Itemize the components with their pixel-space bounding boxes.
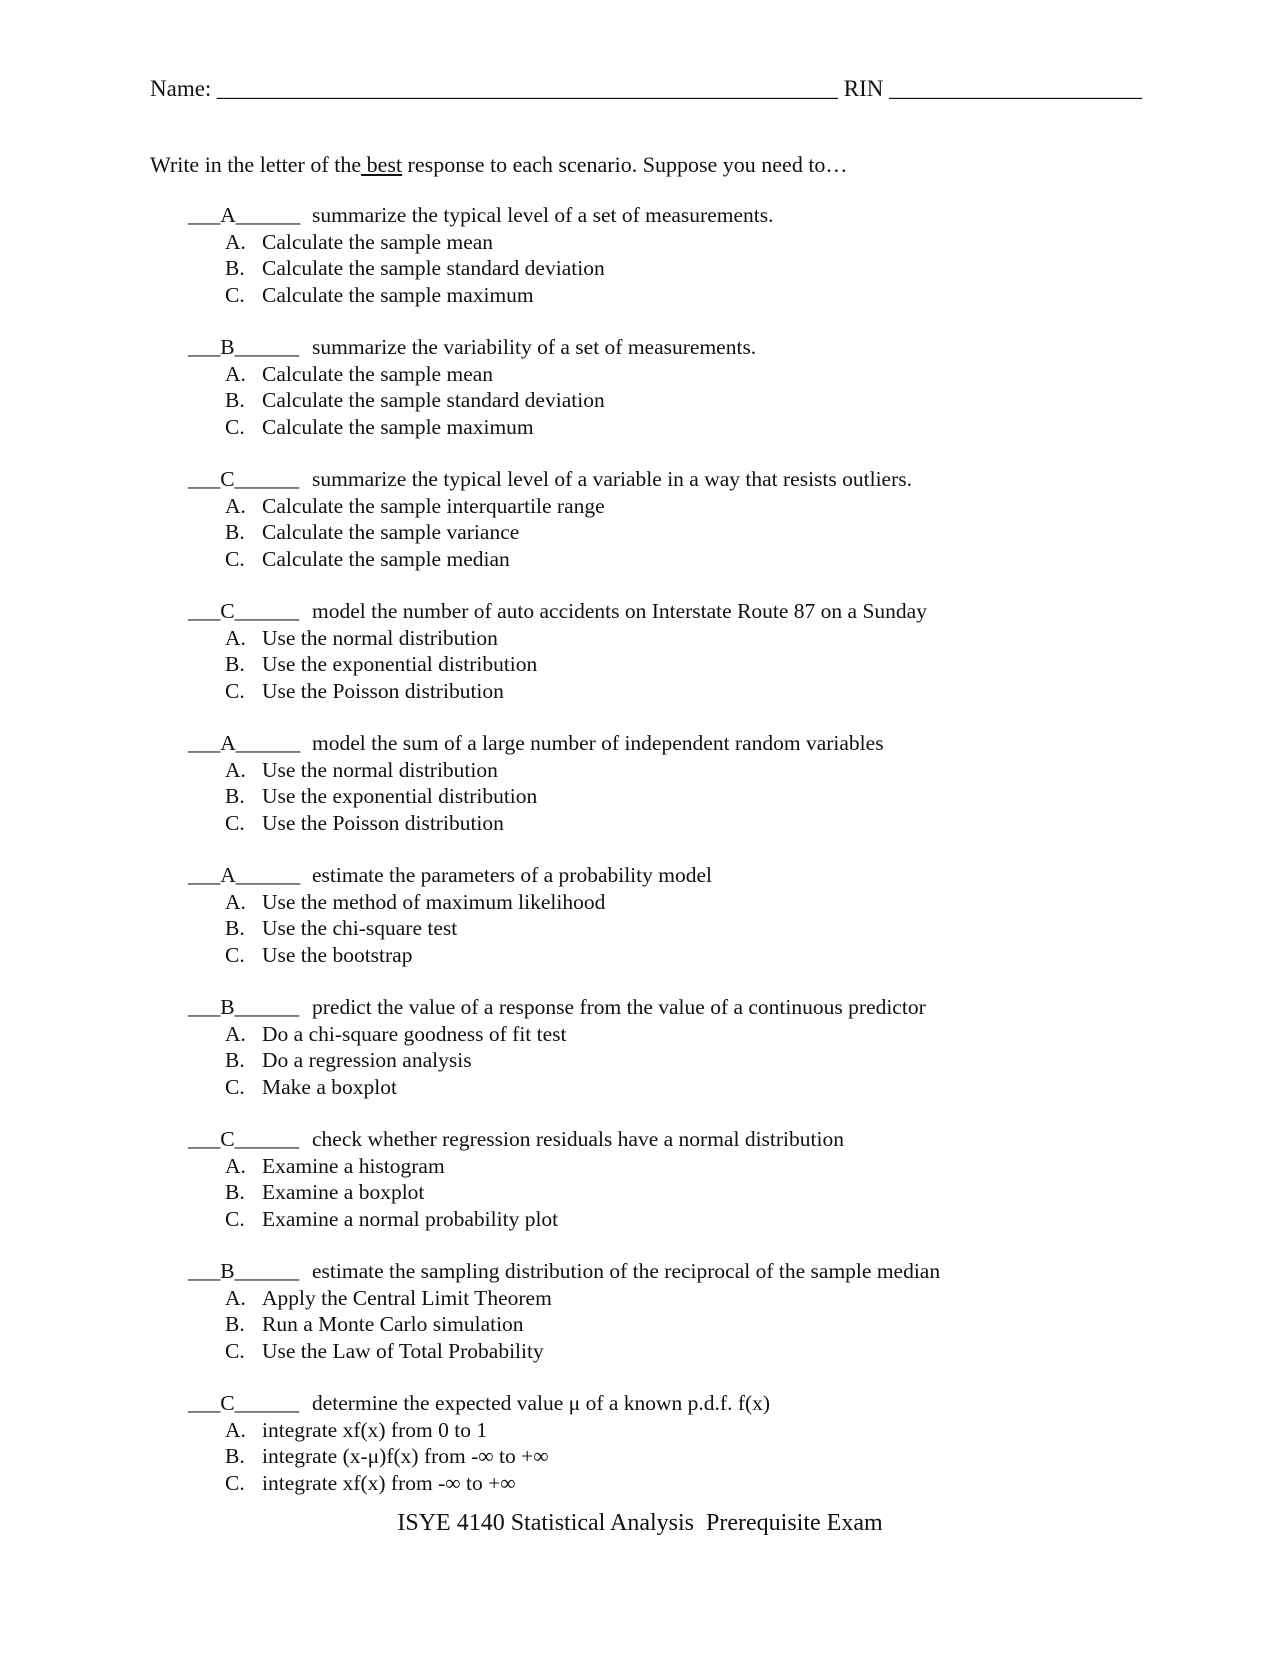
option-letter: B. — [225, 1180, 245, 1204]
option-letter: C. — [225, 546, 245, 571]
option-letter: B. — [225, 1444, 245, 1468]
question-stem — [188, 1126, 1228, 1153]
answer-option — [188, 783, 1228, 810]
option-text: Use the normal distribution — [262, 625, 498, 650]
question-stem — [188, 1390, 1228, 1417]
question-prompt: model the number of auto accidents on Interstate Route 87 on a Sunday — [312, 599, 927, 623]
instructions-emphasis: best — [361, 152, 403, 177]
answer-option — [188, 414, 1228, 441]
instructions-after: response to each scenario. Suppose you need to… — [402, 152, 848, 177]
question-block — [188, 202, 1228, 308]
option-text: Calculate the sample mean — [262, 229, 494, 254]
question-prompt: estimate the parameters of a probability model — [312, 863, 712, 887]
answer-blank: ___A______ — [188, 731, 301, 755]
option-letter: A. — [225, 1153, 246, 1178]
question-stem — [188, 862, 1228, 889]
answer-option — [188, 1417, 1228, 1444]
answer-option — [188, 1047, 1228, 1074]
question-list — [188, 202, 1228, 1522]
option-text: Do a regression analysis — [262, 1048, 472, 1072]
option-text: Examine a histogram — [262, 1153, 445, 1178]
option-letter: B. — [225, 652, 245, 676]
option-letter: C. — [225, 1338, 245, 1363]
option-text: Use the Poisson distribution — [262, 678, 504, 703]
option-letter: B. — [225, 388, 245, 412]
question-prompt: predict the value of a response from the value of a continuous predictor — [312, 995, 926, 1019]
question-prompt: summarize the typical level of a variable in a way that resists outliers. — [312, 467, 913, 491]
question-stem — [188, 598, 1228, 625]
question-prompt: check whether regression residuals have a normal distribution — [312, 1127, 844, 1151]
instructions-before: Write in the letter of the — [150, 152, 362, 177]
option-text: Calculate the sample maximum — [262, 282, 534, 307]
answer-option — [188, 651, 1228, 678]
option-letter: B. — [225, 256, 245, 280]
option-text: Run a Monte Carlo simulation — [262, 1312, 524, 1336]
option-text: Use the chi-square test — [262, 916, 458, 940]
option-letter: A. — [225, 229, 246, 254]
answer-option — [188, 493, 1228, 520]
option-letter: C. — [225, 414, 245, 439]
answer-option — [188, 1470, 1228, 1497]
option-letter: C. — [225, 1470, 245, 1495]
option-text: integrate (x-μ)f(x) from -∞ to +∞ — [262, 1444, 549, 1468]
answer-option — [188, 915, 1228, 942]
option-text: integrate xf(x) from -∞ to +∞ — [262, 1470, 516, 1495]
answer-option — [188, 889, 1228, 916]
answer-option — [188, 519, 1228, 546]
answer-option — [188, 1074, 1228, 1101]
option-letter: C. — [225, 1206, 245, 1231]
question-block — [188, 1126, 1228, 1232]
option-text: Calculate the sample maximum — [262, 414, 534, 439]
answer-option — [188, 810, 1228, 837]
option-text: Examine a boxplot — [262, 1180, 425, 1204]
answer-option — [188, 942, 1228, 969]
answer-option — [188, 387, 1228, 414]
answer-blank: ___A______ — [188, 203, 301, 227]
option-text: Use the method of maximum likelihood — [262, 889, 606, 914]
option-text: Do a chi-square goodness of fit test — [262, 1021, 567, 1046]
answer-option — [188, 255, 1228, 282]
question-block — [188, 862, 1228, 968]
option-letter: C. — [225, 678, 245, 703]
answer-option — [188, 1179, 1228, 1206]
question-stem — [188, 730, 1228, 757]
answer-option — [188, 678, 1228, 705]
answer-blank: ___C______ — [188, 1127, 300, 1151]
question-stem — [188, 334, 1228, 361]
option-letter: A. — [225, 757, 246, 782]
option-text: Use the exponential distribution — [262, 784, 538, 808]
option-text: Calculate the sample median — [262, 546, 510, 571]
answer-blank: ___A______ — [188, 863, 301, 887]
option-text: Use the Poisson distribution — [262, 810, 504, 835]
option-text: Use the exponential distribution — [262, 652, 538, 676]
question-stem — [188, 202, 1228, 229]
answer-blank: ___B______ — [188, 335, 300, 359]
option-letter: C. — [225, 282, 245, 307]
instructions — [150, 152, 847, 178]
question-block — [188, 994, 1228, 1100]
question-prompt: summarize the variability of a set of measurements. — [312, 335, 757, 359]
option-letter: B. — [225, 520, 245, 544]
option-letter: B. — [225, 1048, 245, 1072]
question-block — [188, 466, 1228, 572]
question-stem — [188, 1258, 1228, 1285]
option-letter: B. — [225, 1312, 245, 1336]
question-stem — [188, 466, 1228, 493]
answer-blank: ___C______ — [188, 1391, 300, 1415]
answer-option — [188, 1338, 1228, 1365]
option-text: Use the normal distribution — [262, 757, 498, 782]
answer-option — [188, 1311, 1228, 1338]
answer-option — [188, 282, 1228, 309]
option-letter: C. — [225, 942, 245, 967]
option-text: Use the Law of Total Probability — [262, 1338, 544, 1363]
exam-title: ISYE 4140 Statistical Analysis Prerequisite Exam — [397, 1510, 883, 1536]
option-letter: A. — [225, 1285, 246, 1310]
answer-option — [188, 361, 1228, 388]
answer-option — [188, 625, 1228, 652]
option-text: Calculate the sample mean — [262, 361, 494, 386]
answer-option — [188, 757, 1228, 784]
option-letter: A. — [225, 361, 246, 386]
question-block — [188, 730, 1228, 836]
answer-option — [188, 1021, 1228, 1048]
option-text: Apply the Central Limit Theorem — [262, 1285, 552, 1310]
option-letter: A. — [225, 493, 246, 518]
option-letter: C. — [225, 1074, 245, 1099]
question-block — [188, 334, 1228, 440]
question-stem — [188, 994, 1228, 1021]
answer-blank: ___B______ — [188, 995, 300, 1019]
option-letter: A. — [225, 889, 246, 914]
question-block — [188, 1390, 1228, 1496]
option-text: Make a boxplot — [262, 1074, 397, 1099]
option-text: Use the bootstrap — [262, 942, 413, 967]
answer-option — [188, 1206, 1228, 1233]
answer-option — [188, 1285, 1228, 1312]
option-text: integrate xf(x) from 0 to 1 — [262, 1417, 488, 1442]
option-letter: B. — [225, 916, 245, 940]
option-text: Examine a normal probability plot — [262, 1206, 559, 1231]
option-letter: B. — [225, 784, 245, 808]
question-block — [188, 598, 1228, 704]
option-letter: A. — [225, 1417, 246, 1442]
option-letter: C. — [225, 810, 245, 835]
answer-option — [188, 229, 1228, 256]
question-block — [188, 1258, 1228, 1364]
question-prompt: estimate the sampling distribution of the reciprocal of the sample median — [312, 1259, 941, 1283]
option-letter: A. — [225, 1021, 246, 1046]
answer-blank: ___C______ — [188, 599, 300, 623]
name-rin-line: Name: ______________________________________________________ RIN ______________________ — [150, 76, 1143, 101]
option-text: Calculate the sample standard deviation — [262, 388, 605, 412]
question-prompt: model the sum of a large number of independent random variables — [312, 731, 884, 755]
answer-option — [188, 1443, 1228, 1470]
answer-blank: ___B______ — [188, 1259, 300, 1283]
answer-option — [188, 546, 1228, 573]
question-prompt: determine the expected value μ of a known p.d.f. f(x) — [312, 1391, 771, 1415]
option-text: Calculate the sample variance — [262, 520, 520, 544]
answer-option — [188, 1153, 1228, 1180]
option-text: Calculate the sample interquartile range — [262, 493, 605, 518]
option-letter: A. — [225, 625, 246, 650]
question-prompt: summarize the typical level of a set of measurements. — [312, 203, 774, 227]
option-text: Calculate the sample standard deviation — [262, 256, 605, 280]
answer-blank: ___C______ — [188, 467, 300, 491]
